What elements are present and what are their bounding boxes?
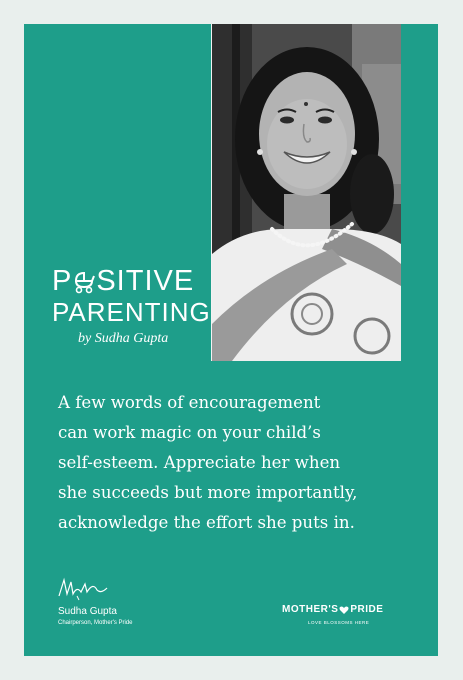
title-word-sitive: SITIVE [96, 265, 195, 297]
quote-line: A few words of encouragement [58, 393, 321, 412]
quote-text [58, 388, 428, 538]
positive-parenting-title [52, 267, 211, 346]
title-byline: by Sudha Gupta [78, 331, 169, 346]
signature-name: Sudha Gupta [58, 606, 117, 617]
quote-line: self-esteem. Appreciate her when [58, 453, 341, 472]
stroller-icon [73, 270, 95, 294]
title-letter-p: P [52, 265, 73, 297]
title-line-positive [52, 267, 211, 296]
quote-line: acknowledge the effort she puts in. [58, 513, 355, 532]
title-line-parenting: PARENTING [52, 297, 211, 327]
portrait-photo [211, 24, 401, 361]
brand-tagline: LOVE BLOSSOMS HERE [308, 620, 370, 625]
brand-name-left: MOTHER'S [282, 604, 339, 615]
heart-icon [339, 605, 349, 615]
brand-name-right: PRIDE [350, 604, 384, 615]
signature-mark [57, 576, 109, 602]
quote-line: she succeeds but more importantly, [58, 483, 358, 502]
signature-role: Chairperson, Mother's Pride [58, 620, 133, 626]
quote-line: can work magic on your child’s [58, 423, 321, 442]
brand-logo [282, 604, 383, 615]
